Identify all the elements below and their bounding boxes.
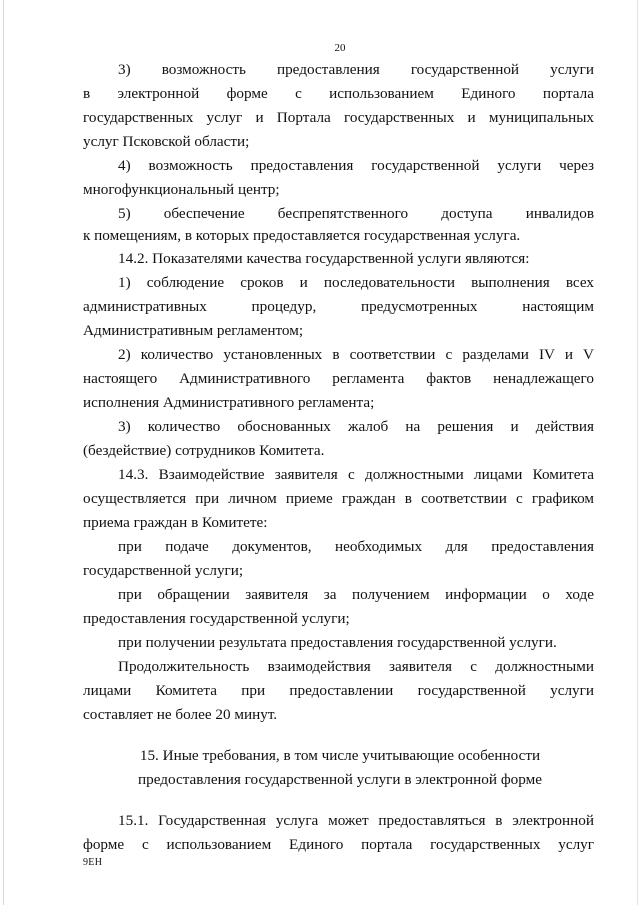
section-heading-line: предоставления государственной услуги в электронной форме bbox=[138, 771, 542, 788]
text-line: услуг Псковской области; bbox=[83, 133, 250, 150]
text-line: государственной услуги; bbox=[83, 562, 244, 579]
text-line: приема граждан в Комитете: bbox=[83, 514, 268, 531]
text-line: составляет не более 20 минут. bbox=[83, 706, 278, 723]
scan-edge-right bbox=[637, 0, 638, 905]
text-line: осуществляется при личном приеме граждан в соответствии с графиком bbox=[83, 490, 594, 507]
text-line: форме с использованием Единого портала государственных услуг bbox=[83, 836, 594, 853]
text-line: административных процедур, предусмотренных настоящим bbox=[83, 298, 594, 315]
scan-edge-left bbox=[3, 0, 4, 905]
text-line: при обращении заявителя за получением информации о ходе bbox=[118, 586, 594, 603]
text-line: 14.3. Взаимодействие заявителя с должностными лицами Комитета bbox=[118, 466, 594, 483]
section-heading-line: 15. Иные требования, в том числе учитывающие особенности bbox=[139, 747, 541, 764]
text-line: 2) количество установленных в соответствии с разделами IV и V bbox=[118, 346, 594, 363]
text-line: 1) соблюдение сроков и последовательности выполнения всех bbox=[118, 274, 594, 291]
text-line: 5) обеспечение беспрепятственного доступа инвалидов bbox=[118, 205, 594, 222]
footer-code: 9ЕН bbox=[83, 857, 103, 868]
text-line: предоставления государственной услуги; bbox=[83, 610, 350, 627]
text-line: Продолжительность взаимодействия заявителя с должностными bbox=[118, 658, 594, 675]
text-line: при подаче документов, необходимых для предоставления bbox=[118, 538, 594, 555]
text-line: к помещениям, в которых предоставляется государственная услуга. bbox=[83, 227, 521, 244]
text-line: (бездействие) сотрудников Комитета. bbox=[83, 442, 325, 459]
text-line: 3) возможность предоставления государственной услуги bbox=[118, 61, 594, 78]
text-line: настоящего Административного регламента фактов ненадлежащего bbox=[83, 370, 594, 387]
text-line: 4) возможность предоставления государственной услуги через bbox=[118, 157, 594, 174]
text-line: лицами Комитета при предоставлении государственной услуги bbox=[83, 682, 594, 699]
text-line: государственных услуг и Портала государственных и муниципальных bbox=[83, 109, 594, 126]
text-line: в электронной форме с использованием Единого портала bbox=[83, 85, 594, 102]
text-line: Административным регламентом; bbox=[83, 322, 304, 339]
text-line: при получении результата предоставления государственной услуги. bbox=[118, 634, 557, 651]
text-line: 14.2. Показателями качества государственной услуги являются: bbox=[118, 250, 530, 267]
text-line: многофункциональный центр; bbox=[83, 181, 280, 198]
page-number: 20 bbox=[334, 42, 346, 54]
text-line: 3) количество обоснованных жалоб на решения и действия bbox=[118, 418, 594, 435]
text-line: 15.1. Государственная услуга может предоставляться в электронной bbox=[118, 812, 594, 829]
text-line: исполнения Административного регламента; bbox=[83, 394, 375, 411]
